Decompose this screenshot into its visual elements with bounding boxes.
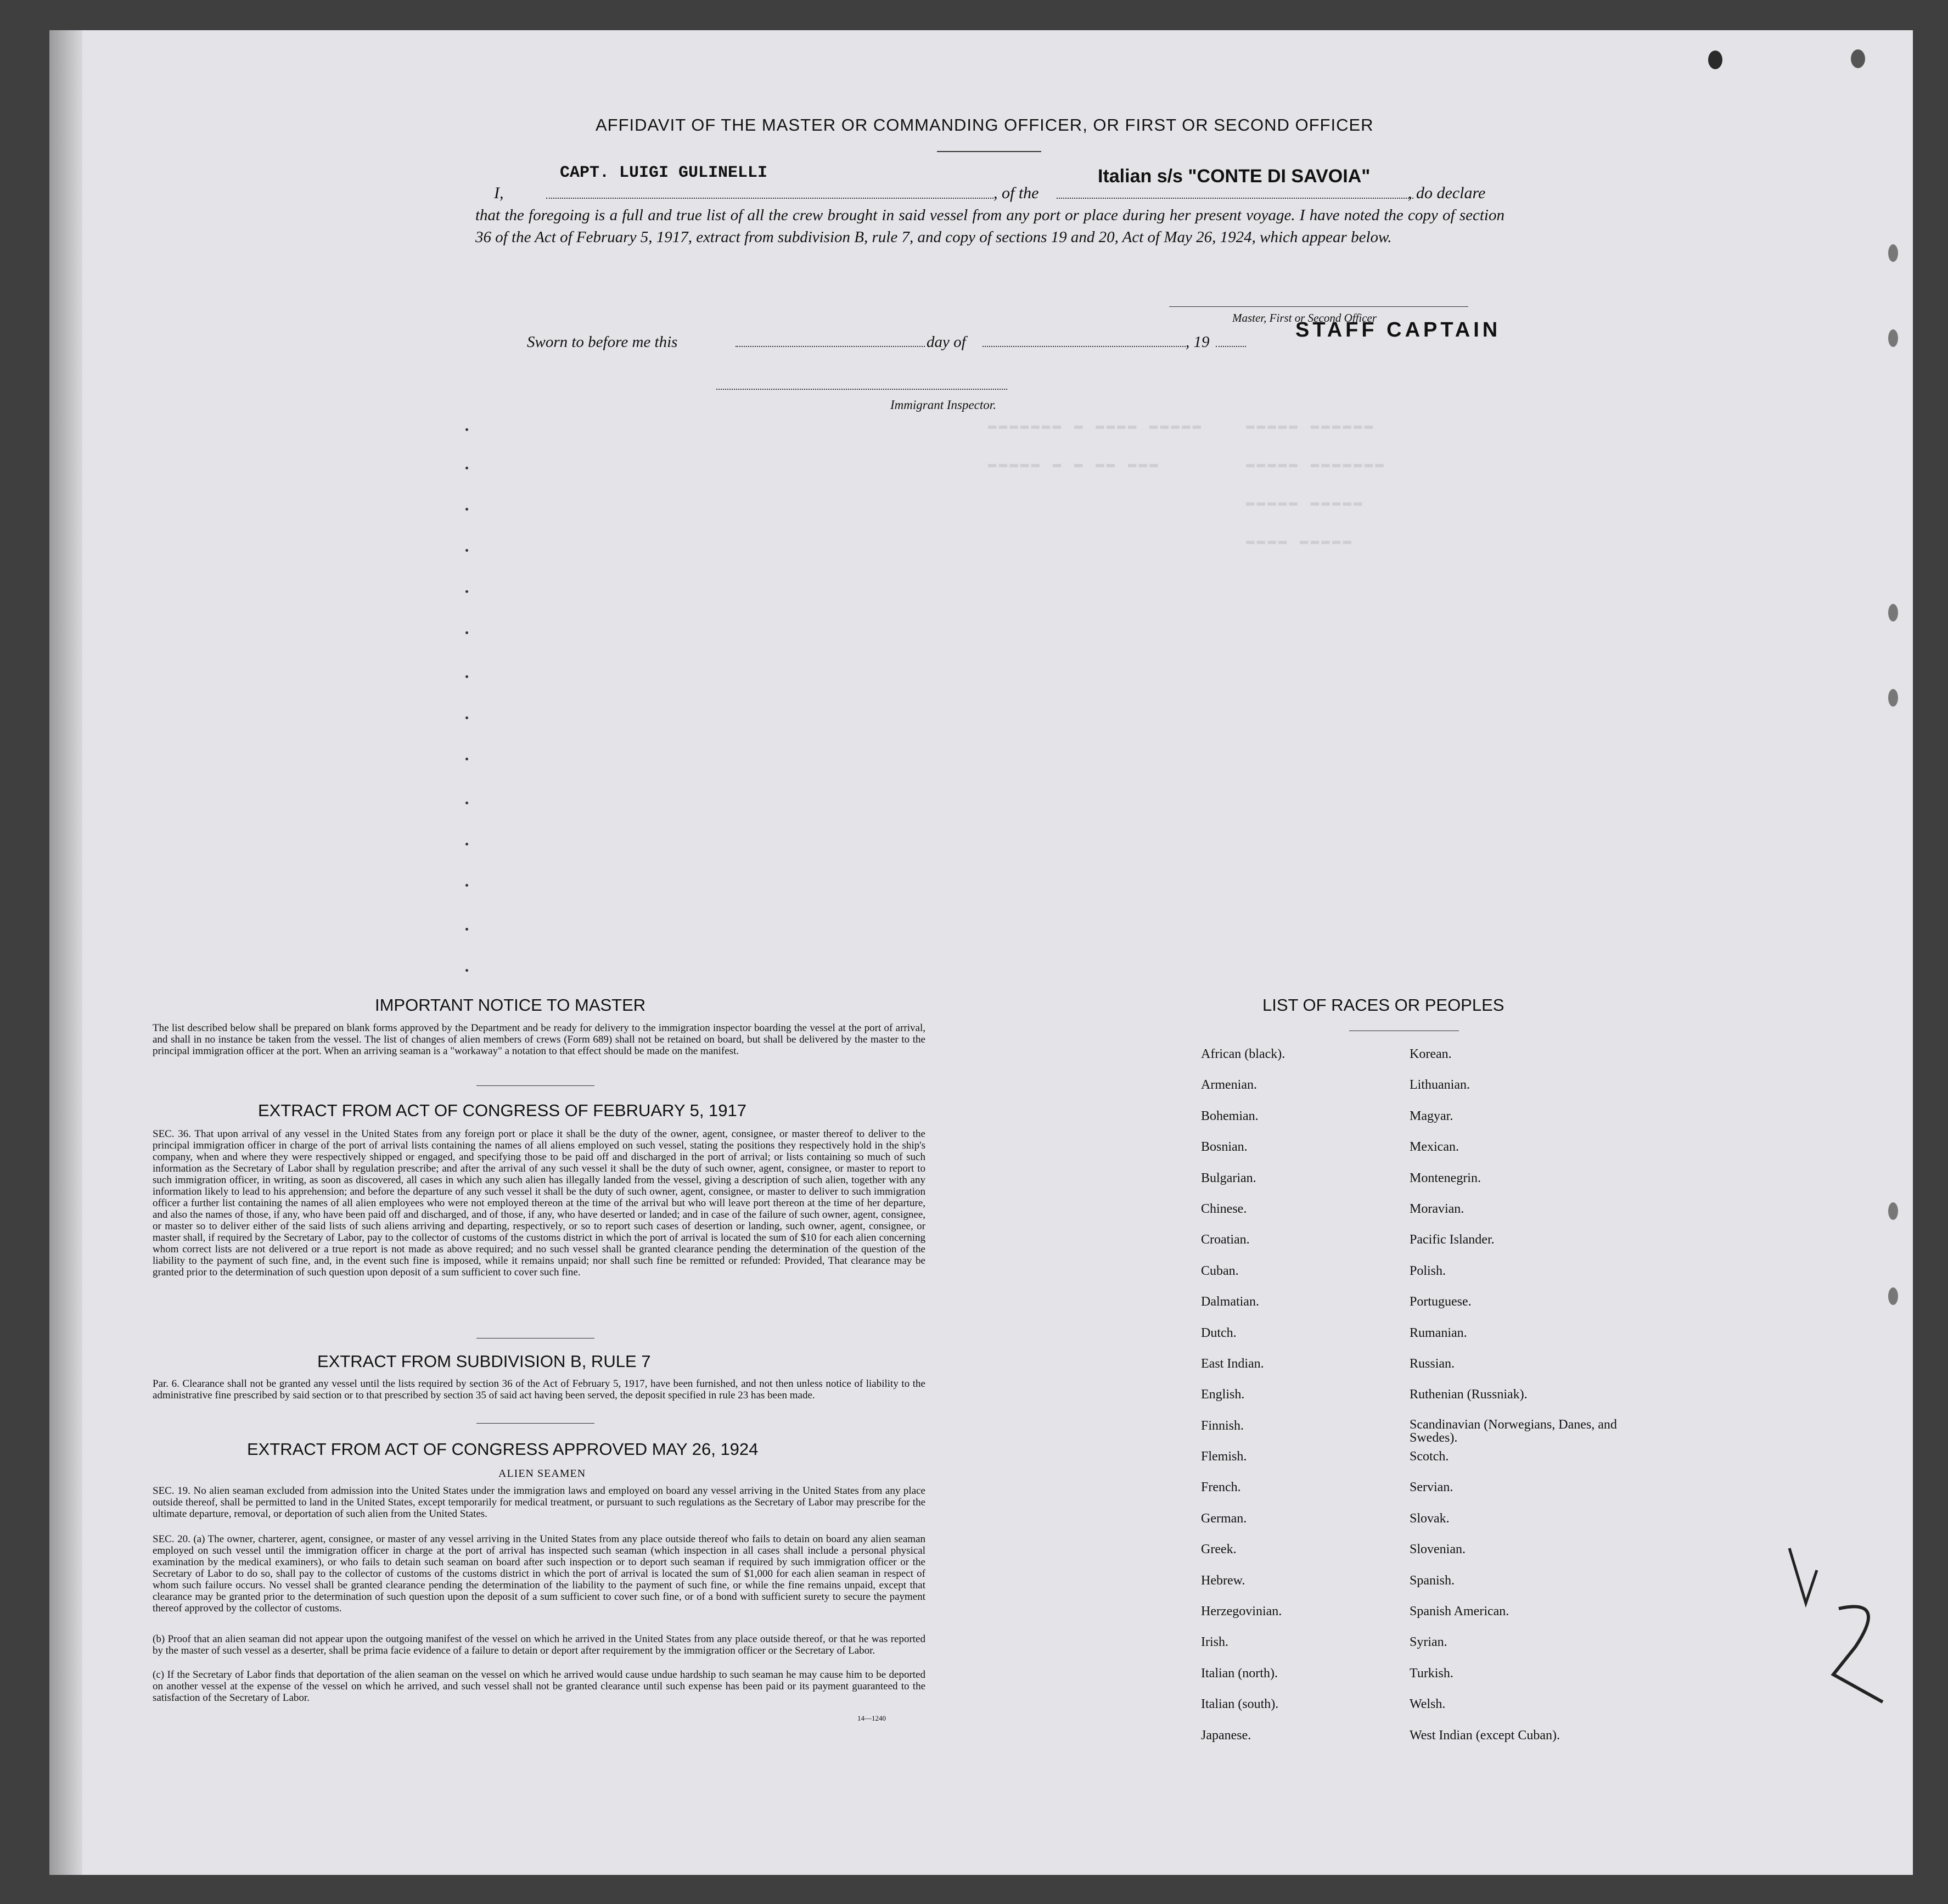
- list-dot: [465, 716, 468, 719]
- race-item: Herzegovinian.: [1201, 1604, 1282, 1619]
- binder-hole: [1888, 689, 1898, 707]
- binder-hole: [1888, 244, 1898, 262]
- race-item: Syrian.: [1410, 1635, 1447, 1650]
- list-dot: [465, 508, 468, 511]
- sworn-year-prefix: , 19: [1186, 333, 1210, 351]
- signature-line: [1169, 306, 1468, 307]
- race-item: Italian (south).: [1201, 1697, 1279, 1712]
- affidavit-do-declare: , do declare: [1408, 184, 1486, 202]
- race-item: Scotch.: [1410, 1449, 1449, 1464]
- list-dot: [465, 467, 468, 469]
- race-item: Moravian.: [1410, 1201, 1464, 1216]
- race-item: Turkish.: [1410, 1666, 1453, 1681]
- binder-hole: [1888, 329, 1898, 347]
- list-dot: [465, 969, 468, 972]
- signature-caption: Master, First or Second Officer: [1232, 311, 1377, 324]
- sworn-month-line: [983, 346, 1186, 347]
- race-item: Bosnian.: [1201, 1140, 1248, 1155]
- list-dot: [465, 884, 468, 887]
- race-item: Irish.: [1201, 1635, 1228, 1650]
- race-item: Korean.: [1410, 1047, 1452, 1061]
- affidavit-heading: AFFIDAVIT OF THE MASTER OR COMMANDING OFFICER, OR FIRST OR SECOND OFFICER: [596, 115, 1374, 135]
- binder-hole: [1888, 604, 1898, 621]
- race-item: English.: [1201, 1387, 1245, 1402]
- race-item: Welsh.: [1410, 1697, 1446, 1712]
- binder-hole: [1888, 1202, 1898, 1220]
- races-column-1: [1201, 1046, 1399, 1759]
- race-item: Magyar.: [1410, 1108, 1453, 1123]
- bleed-through-text: ▬▬▬▬▬ ▬▬▬▬▬▬▬: [1246, 456, 1386, 472]
- race-item: Italian (north).: [1201, 1666, 1278, 1681]
- handwritten-fraction-mark: [1773, 1537, 1894, 1713]
- master-name-typed: CAPT. LUIGI GULINELLI: [560, 164, 768, 182]
- list-dot: [465, 802, 468, 804]
- bleed-through-text: ▬▬▬▬ ▬▬▬▬▬: [1246, 533, 1354, 549]
- extract-1917-title: EXTRACT FROM ACT OF CONGRESS OF FEBRUARY 5, 1917: [258, 1101, 747, 1120]
- race-item: West Indian (except Cuban).: [1410, 1728, 1560, 1743]
- races-title: LIST OF RACES OR PEOPLES: [1262, 995, 1504, 1015]
- name-blank-line: [546, 198, 993, 199]
- sworn-day-line: [736, 346, 925, 347]
- affidavit-of-the: , of the: [993, 184, 1039, 202]
- sec20c-body: (c) If the Secretary of Labor finds that deportation of the alien seaman on the vessel on which he arrived would cause undue hardship to such seaman he may cause him to be deported on another vessel at the expense of the vessel on which he arrived, and such vessel shall not be granted clearance until such expense has been paid or its payment guaranteed to the satisfaction of the Secretary of Labor.: [153, 1669, 925, 1704]
- bleed-through-text: ▬▬▬▬▬ ▬▬▬▬▬▬: [1246, 417, 1376, 434]
- form-number: 14—1240: [857, 1714, 886, 1722]
- race-item: Chinese.: [1201, 1201, 1247, 1216]
- race-item: Pacific Islander.: [1410, 1233, 1495, 1247]
- list-dot: [465, 549, 468, 552]
- vessel-blank-line: [1057, 198, 1413, 199]
- race-item: Spanish.: [1410, 1573, 1455, 1588]
- race-item: Hebrew.: [1201, 1573, 1245, 1588]
- race-item: Montenegrin.: [1410, 1171, 1481, 1185]
- bleed-through-text: ▬▬▬▬▬ ▬▬▬▬▬: [1246, 494, 1365, 511]
- binder-hole: [1708, 51, 1722, 69]
- binder-hole: [1888, 1287, 1898, 1305]
- race-item: Portuguese.: [1410, 1295, 1472, 1309]
- list-dot: [465, 675, 468, 678]
- sec20a-body: SEC. 20. (a) The owner, charterer, agent, consignee, or master of any vessel arriving in the United States from any place outside thereof who fails to detain on board any alien seaman employed on such vessel until the immigration officer in charge at the port of arrival has inspected such seaman (which inspection in all cases shall include a personal physical examination by the medical examiners), or who fails to detain such seaman on board after such inspection or to deport such seaman if required by such immigration officer or the Secretary of Labor to do so, shall pay to the collector of customs of the customs district in which the port of arrival is located the sum of $1,000 for each alien seaman in respect of whom such failure occurs. No vessel shall be granted clearance pending the determination of the liability to the payment of such fine, or while the fine remains unpaid, except that clearance may be granted prior to the determination of such question upon the deposit of a sum sufficient to cover such fine, or of a bond with sufficient surety to secure the payment thereof approved by the collector of customs.: [153, 1533, 925, 1614]
- affidavit-i: I,: [494, 184, 504, 202]
- race-item: Scandinavian (Norwegians, Danes, and Swedes).: [1410, 1417, 1617, 1445]
- race-item: Croatian.: [1201, 1233, 1250, 1247]
- list-dot: [465, 631, 468, 634]
- race-item: Bohemian.: [1201, 1108, 1259, 1123]
- race-item: Lithuanian.: [1410, 1078, 1470, 1093]
- notice-title: IMPORTANT NOTICE TO MASTER: [375, 995, 646, 1015]
- inspector-signature-line: [716, 389, 1007, 390]
- sworn-year-line: [1216, 346, 1246, 347]
- race-item: Ruthenian (Russniak).: [1410, 1387, 1528, 1402]
- race-item: Bulgarian.: [1201, 1171, 1256, 1185]
- race-item: Slovenian.: [1410, 1542, 1466, 1557]
- list-dot: [465, 928, 468, 931]
- bleed-through-text: ▬▬▬▬▬▬▬ ▬ ▬▬▬▬ ▬▬▬▬▬: [988, 417, 1204, 434]
- inspector-caption: Immigrant Inspector.: [890, 398, 996, 412]
- race-item: Cuban.: [1201, 1263, 1239, 1278]
- alien-seamen-subtitle: ALIEN SEAMEN: [498, 1468, 586, 1480]
- divider: [476, 1085, 594, 1086]
- staff-captain-stamp: STAFF CAPTAIN: [1295, 318, 1501, 341]
- race-item: Polish.: [1410, 1263, 1446, 1278]
- extract-1917-body: SEC. 36. That upon arrival of any vessel in the United States from any foreign port or place it shall be the duty of the owner, agent, consignee, or master thereof to deliver to the principal immigration officer in charge of the port of arrival lists containing the names of all aliens employed on such vessel, stating the positions they respectively hold in the ship's company, when and where they were respectively shipped or engaged, and specifying those to be paid off and discharged in the port of arrival; or lists containing so much of such information as the Secretary of Labor shall by regulation prescribe; and after the arrival of any such vessel it shall be the duty of such owner, agent, consignee, or master to report to such immigration officer, in writing, as soon as discovered, all cases in which any such alien has illegally landed from the vessel, giving a description of such alien, together with any information likely to lead to his apprehension; and before the departure of any such vessel it shall be the duty of such owner, agent, consignee, or master to deliver to such immigration officer a further list containing the names of all alien employees who were not employed thereon at the time of the arrival but who will leave port thereon at the time of her departure, and also the names of those, if any, who have been paid off and discharged, and of those, if any, who have deserted or landed; and in case of the failure of such owner, agent, consignee, or master so to deliver either of the said lists of such aliens arriving and departing, respectively, or so to report such cases of desertion or landing, such owner, agent, consignee, or master shall, if required by the Secretary of Labor, pay to the collector of customs of the customs district in which the port of arrival is located the sum of $10 for each alien concerning whom correct lists are not delivered or a true report is not made as above required; and no such vessel shall be granted clearance pending the determination of the question of the liability to the payment of such fine, and, in the event such fine is imposed, while it remains unpaid; nor shall such fine be remitted or refunded: Provided, That clearance may be granted prior to the determination of such question upon deposit of a sum sufficient to cover such fine.: [153, 1128, 925, 1278]
- race-item: German.: [1201, 1511, 1247, 1526]
- list-dot: [465, 428, 468, 431]
- divider: [476, 1423, 594, 1424]
- sec20b-body: (b) Proof that an alien seaman did not appear upon the outgoing manifest of the vessel on which he arrived in the United States from any place outside thereof, or that he was reported by the master of such vessel as a deserter, shall be prima facie evidence of a failure to detain or deport after requirement by the immigration officer or the Secretary of Labor.: [153, 1633, 925, 1656]
- race-item: Dutch.: [1201, 1325, 1237, 1340]
- race-item: French.: [1201, 1480, 1241, 1495]
- list-dot: [465, 843, 468, 845]
- race-item: Finnish.: [1201, 1418, 1244, 1433]
- binder-hole: [1851, 49, 1865, 68]
- divider: [937, 151, 1041, 152]
- list-dot: [465, 590, 468, 593]
- sec19-body: SEC. 19. No alien seaman excluded from admission into the United States under the immigration laws and employed on board any vessel arriving in the United States from any place outside thereof, shall be permitted to land in the United States, except temporarily for medical treatment, or pursuant to such regulations as the Secretary of Labor may prescribe for the ultimate departure, removal, or deportation of such alien from the United States.: [153, 1485, 925, 1520]
- list-dot: [465, 758, 468, 760]
- race-item: Servian.: [1410, 1480, 1453, 1495]
- page-edge-shadow: [49, 30, 82, 1875]
- extract-1924-title: EXTRACT FROM ACT OF CONGRESS APPROVED MAY 26, 1924: [247, 1440, 759, 1459]
- race-item: Japanese.: [1201, 1728, 1251, 1743]
- race-item: Russian.: [1410, 1356, 1455, 1371]
- sworn-day-of: day of: [927, 333, 966, 351]
- races-column-2: [1410, 1046, 1646, 1759]
- race-item: Spanish American.: [1410, 1604, 1509, 1619]
- race-item: Flemish.: [1201, 1449, 1247, 1464]
- race-item: Dalmatian.: [1201, 1295, 1259, 1309]
- vessel-name-stamp: Italian s/s "CONTE DI SAVOIA": [1098, 166, 1371, 187]
- race-item: East Indian.: [1201, 1356, 1264, 1371]
- bleed-through-text: ▬▬▬▬▬ ▬ ▬ ▬▬ ▬▬▬: [988, 456, 1160, 472]
- race-item: Greek.: [1201, 1542, 1237, 1557]
- race-item: Rumanian.: [1410, 1325, 1467, 1340]
- extract-rule7-title: EXTRACT FROM SUBDIVISION B, RULE 7: [317, 1352, 651, 1371]
- race-item: Armenian.: [1201, 1078, 1257, 1093]
- race-item: Mexican.: [1410, 1140, 1459, 1155]
- race-item: African (black).: [1201, 1047, 1285, 1061]
- notice-body: The list described below shall be prepared on blank forms approved by the Department and be ready for delivery to the immigration inspector boarding the vessel at the port of arrival, and shall in no instance be taken from the vessel. The list of changes of alien members of crews (Form 689) shall not be retained on board, but shall be delivered by the master to the principal immigration officer at the port. When an arriving seaman is a "workaway" a notation to that effect should be made on the manifest.: [153, 1022, 925, 1057]
- race-item: Slovak.: [1410, 1511, 1450, 1526]
- sworn-prefix: Sworn to before me this: [527, 333, 678, 351]
- extract-rule7-body: Par. 6. Clearance shall not be granted any vessel until the lists required by section 36 of the Act of February 5, 1917, have been furnished, and not then unless notice of liability to the administrative fine prescribed by said section or to that prescribed by section 35 of said act having been served, the deposit specified in rule 23 has been made.: [153, 1378, 925, 1401]
- divider: [476, 1338, 594, 1339]
- affidavit-body: that the foregoing is a full and true list of all the crew brought in said vessel from any port or place during her present voyage. I have noted the copy of section 36 of the Act of February 5, 1917, extract from subdivision B, rule 7, and copy of sections 19 and 20, Act of May 26, 1924, which appear below.: [475, 206, 1504, 246]
